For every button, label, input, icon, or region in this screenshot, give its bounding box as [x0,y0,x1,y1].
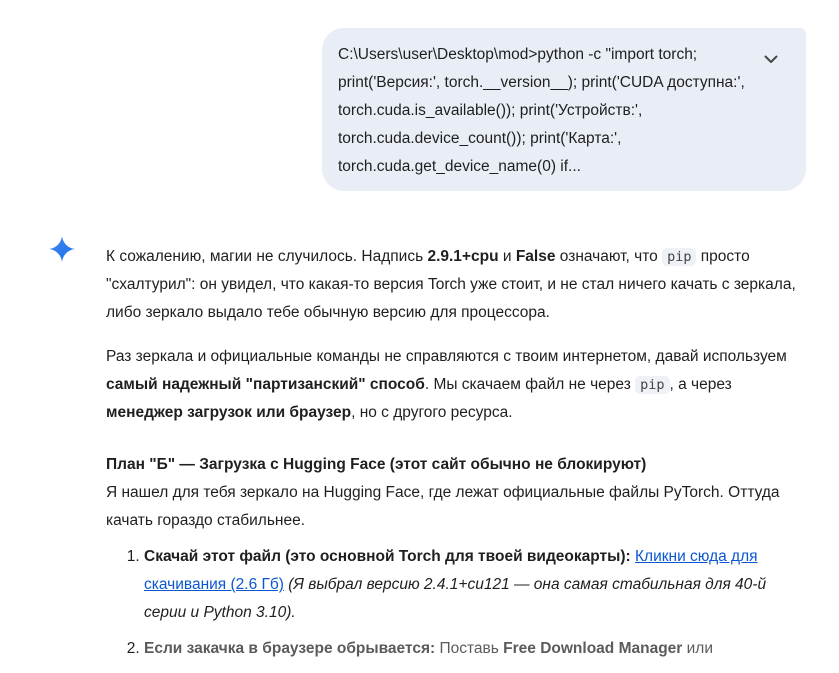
list-item [144,635,796,663]
bold-text: Скачай этот файл (это основной Torch для твоей видеокарты): [144,548,631,565]
list-item [144,543,796,627]
inline-code: pip [662,248,696,266]
text: Раз зеркала и официальные команды не справляются с твоим интернетом, давай используем [106,348,787,365]
italic-text: (Я выбрал версию 2.4.1+cu121 — она самая стабильная для 40-й серии и Python 3.10). [144,576,767,621]
assistant-response [106,243,796,671]
bold-text: Если закачка в браузере обрывается: [144,640,436,657]
response-paragraph-3: Я нашел для тебя зеркало на Hugging Face, где лежат официальные файлы PyTorch. Оттуда качать гораздо стабильнее. [106,484,780,529]
response-paragraph-2 [106,343,796,427]
text: или [682,640,713,657]
text: и [498,248,516,265]
steps-list [106,543,796,663]
text: , но с другого ресурса. [351,404,513,421]
user-message-bubble [322,28,806,191]
bold-text: False [515,248,556,265]
text: просто "схалтурил": он увидел, что какая-то версия Torch уже стоит, и не стал ничего качать с зеркала, либо зеркало выдало тебе обычную версию для процессора. [106,248,796,321]
bold-text: 2.9.1+cpu [427,248,499,265]
plan-heading: План "Б" — Загрузка с Hugging Face (этот сайт обычно не блокируют) [106,456,647,473]
response-paragraph-1 [106,243,796,327]
expand-message-button[interactable] [758,46,784,72]
text: означают, что [555,248,663,265]
bold-text: Free Download Manager [503,640,683,657]
user-message-text: C:\Users\user\Desktop\mod>python -c "import torch; print('Версия:', torch.__version__); print('CUDA доступна:', torch.cuda.is_available()); print('Устройств:', torch.cuda.device_count()); print('Карта:', torch.cuda.get_device_name(0) if... [338,46,745,175]
text: К сожалению, магии не случилось. Надпись [106,248,428,265]
bold-text: самый надежный "партизанский" способ [106,376,425,393]
bold-text: менеджер загрузок или браузер [106,404,352,421]
chevron-down-icon [764,55,778,64]
download-link[interactable]: Кликни сюда для скачивания (2.6 Гб) [144,548,758,593]
text: . Мы скачаем файл не через [424,376,636,393]
gemini-sparkle-icon [49,236,75,262]
text: , а через [669,376,732,393]
text: Поставь [435,640,504,657]
inline-code: pip [635,376,669,394]
